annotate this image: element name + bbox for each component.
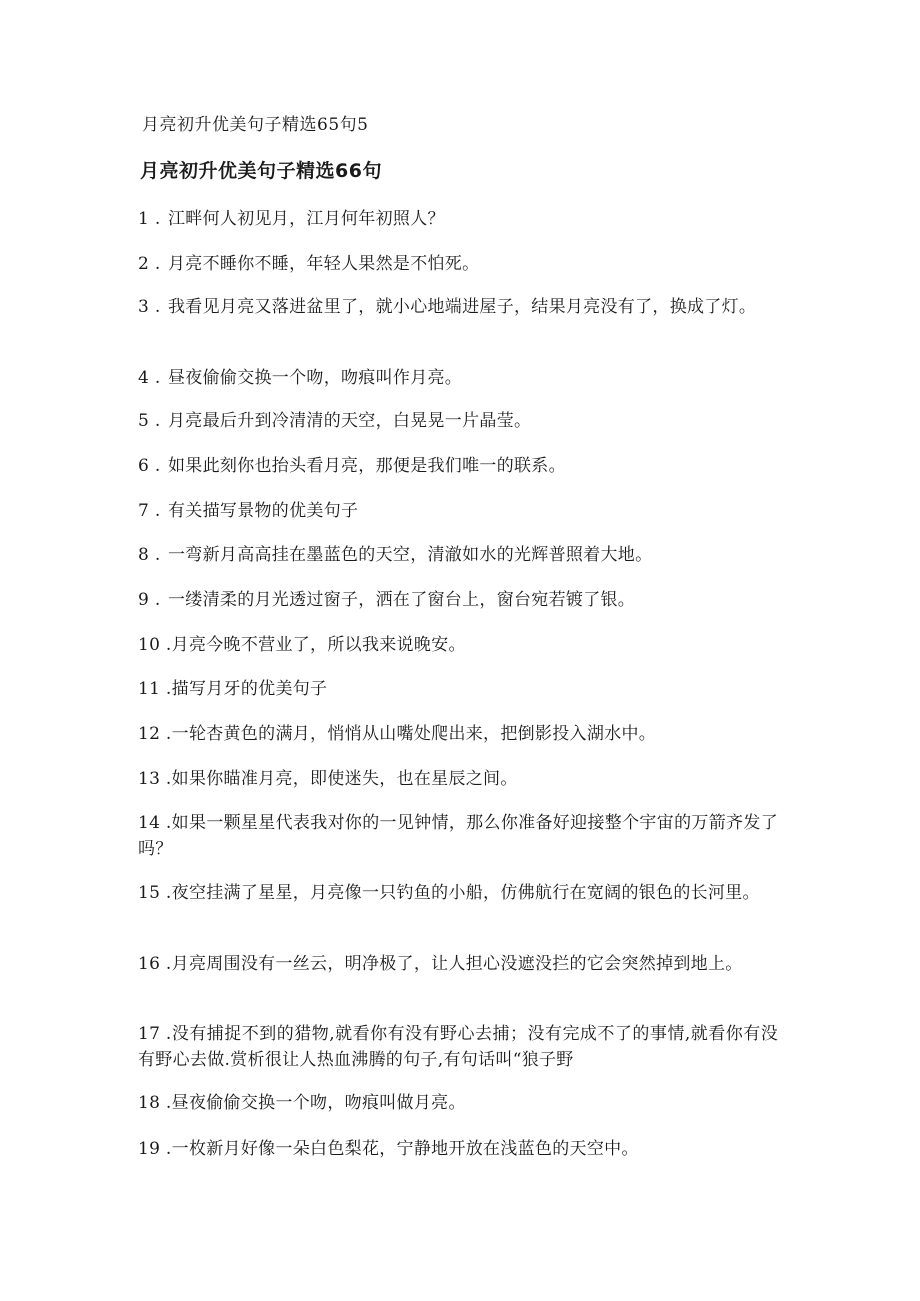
list-item [138, 1090, 778, 1116]
list-item [138, 498, 778, 524]
item-number: 13 . [138, 769, 172, 789]
item-text: 月亮不睡你不睡，年轻人果然是不怕死。 [168, 254, 480, 274]
item-number: 1 . [138, 209, 161, 229]
list-item [138, 766, 778, 792]
item-number: 17 . [138, 1024, 172, 1044]
list-item [138, 206, 778, 232]
item-text: 昼夜偷偷交换一个吻，吻痕叫做月亮。 [171, 1093, 466, 1113]
list-item [138, 365, 778, 391]
item-number: 16 . [138, 954, 172, 974]
item-number: 8 . [138, 545, 161, 565]
item-text: 夜空挂满了星星，月亮像一只钓鱼的小船，仿佛航行在宽阔的银色的长河里。 [171, 883, 760, 903]
item-text: 昼夜偷偷交换一个吻，吻痕叫作月亮。 [168, 368, 463, 388]
item-number: 15 . [138, 883, 172, 903]
list-item [138, 810, 778, 862]
item-number: 6 . [138, 456, 161, 476]
list-item [138, 453, 778, 479]
item-text: 如果你瞄准月亮，即使迷失，也在星辰之间。 [171, 769, 518, 789]
list-item [138, 587, 778, 613]
item-text: 一缕清柔的月光透过窗子，洒在了窗台上，窗台宛若镀了银。 [168, 590, 636, 610]
item-number: 4 . [138, 368, 161, 388]
item-text: 月亮周围没有一丝云，明净极了，让人担心没遮没拦的它会突然掉到地上。 [171, 954, 743, 974]
item-text: 如果一颗星星代表我对你的一见钟情，那么你准备好迎接整个宇宙的万箭齐发了吗？ [138, 813, 778, 859]
item-text: 江畔何人初见月，江月何年初照人？ [168, 209, 445, 229]
item-number: 14 . [138, 813, 172, 833]
item-text: 一轮杏黄色的满月，悄悄从山嘴处爬出来，把倒影投入湖水中。 [171, 724, 657, 744]
item-number: 5 . [138, 411, 161, 431]
list-item [138, 251, 778, 277]
item-text: 一枚新月好像一朵白色梨花，宁静地开放在浅蓝色的天空中。 [171, 1139, 639, 1159]
item-text: 我看见月亮又落进盆里了，就小心地端进屋子，结果月亮没有了，换成了灯。 [168, 297, 757, 317]
item-text: 月亮最后升到冷清清的天空，白晃晃一片晶莹。 [168, 411, 532, 431]
item-number: 9 . [138, 590, 161, 610]
item-number: 11 . [138, 679, 172, 699]
item-number: 7 . [138, 501, 161, 521]
item-text: 描写月牙的优美句子 [171, 679, 328, 699]
item-number: 10 . [138, 635, 172, 655]
item-number: 12 . [138, 724, 172, 744]
item-text: 有关描写景物的优美句子 [168, 501, 359, 521]
list-item [138, 951, 778, 977]
item-number: 3 . [138, 297, 161, 317]
item-text: 没有捕捉不到的猎物,就看你有没有野心去捕；没有完成不了的事情,就看你有没有野心去做.赏析很让人热血沸腾的句子,有句话叫“狼子野 [138, 1024, 778, 1070]
list-item [138, 1136, 778, 1162]
item-number: 2 . [138, 254, 161, 274]
item-text: 一弯新月高高挂在墨蓝色的天空，清澈如水的光辉普照着大地。 [168, 545, 653, 565]
list-item [138, 632, 778, 658]
list-item [138, 1021, 778, 1073]
list-item [138, 294, 778, 320]
list-item [138, 542, 778, 568]
list-item [138, 721, 778, 747]
list-item [138, 676, 778, 702]
document-title: 月亮初升优美句子精选66句 [140, 160, 382, 182]
item-number: 19 . [138, 1139, 172, 1159]
document-header: 月亮初升优美句子精选65句5 [142, 115, 369, 135]
item-number: 18 . [138, 1093, 172, 1113]
item-text: 月亮今晚不营业了，所以我来说晚安。 [171, 635, 466, 655]
item-text: 如果此刻你也抬头看月亮，那便是我们唯一的联系。 [168, 456, 566, 476]
list-item [138, 408, 778, 434]
list-item [138, 880, 778, 906]
